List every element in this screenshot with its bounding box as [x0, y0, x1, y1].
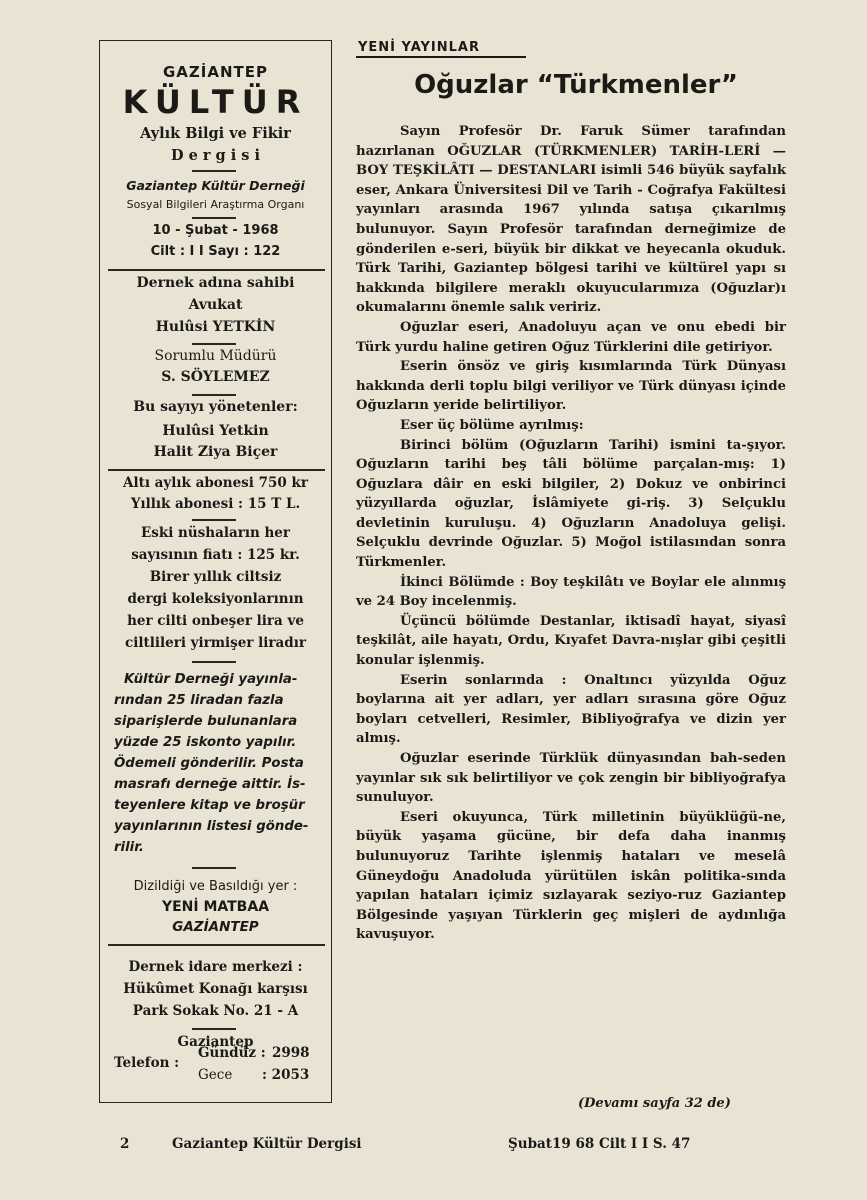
divider [192, 661, 236, 663]
article-paragraph: Birinci bölüm (Oğuzların Tarihi) ismini ta-şıyor. Oğuzların tarihi beş tâli bölüme parçalan-mış: 1) Oğuzlara dâir en eski bilgiler, 2) Dokuz ve onbirinci yüzyıllarda oğuzlar, İslâmiyete gi-riş. 3) Selçuklu devletinin kuruluşu. 4) Oğuzların Anadoluya gelişi. Selçuklu devrinde Oğuzlar. 5) Moğol istilasından sonra Türkmenler. [356, 437, 786, 571]
manager-name: Hulûsi Yetkin [162, 423, 269, 439]
masthead-subtitle: Aylık Bilgi ve Fikir [140, 125, 291, 142]
discount-line: rilir. [114, 840, 144, 855]
divider [192, 343, 236, 345]
managers-label: Bu sayıyı yönetenler: [133, 399, 298, 415]
divider [108, 469, 325, 471]
old-issues-line: Eski nüshaların her [140, 525, 290, 541]
old-issues-line: ciltlileri yirmişer liradır [125, 635, 306, 651]
address-line1: Hükûmet Konağı karşısı [123, 981, 308, 997]
manager-name: Halit Ziya Biçer [153, 444, 278, 460]
masthead-box [99, 40, 332, 1103]
printer-label: Dizildiği ve Basıldığı yer : [133, 879, 298, 894]
divider [192, 867, 236, 869]
article-body [356, 122, 786, 945]
phone-day: 2998 [272, 1045, 310, 1061]
editor-label: Sorumlu Müdürü [154, 348, 277, 364]
owner-label: Dernek adına sahibi [136, 275, 295, 291]
article-paragraph: Eserin önsöz ve giriş kısımlarında Türk Dünyası hakkında derli toplu bilgi veriliyor ve Türk dünyası içinde Oğuzların yeride belirtiliyor. [356, 359, 786, 414]
association-name: Gaziantep Kültür Derneği [126, 178, 305, 193]
discount-line: yüzde 25 iskonto yapılır. [114, 735, 297, 750]
address-label: Dernek idare merkezi : [128, 959, 303, 975]
printer-city: GAZİANTEP [172, 919, 259, 935]
divider [108, 944, 325, 946]
discount-line: siparişlerde bulunanlara [114, 714, 298, 729]
article-paragraph: Sayın Profesör Dr. Faruk Sümer tarafından hazırlanan OĞUZLAR (TÜRKMENLER) TARİH-LERİ — BOY TEŞKİLÂTI — DESTANLARI isimli 546 büyük sayfalık eser, Ankara Üniversitesi Dil ve Tarih - Coğrafya Fakültesi yayınları arasında 1967 yılında satışa çıkarılmış bulunuyor. Sayın Profesör tarafından derneğimize de gönderilen e-seri, büyük bir dikkat ve heyecanla okuduk. Türk Tarihi, Gaziantep bölgesi tarihi ve kültürel yapı sı hakkında bilgilere meraklı okuyucularımıza (Oğuzlar)ı okumalarını önemle salık veririz. [356, 124, 786, 316]
owner-title: Avukat [188, 297, 243, 313]
article-paragraph: İkinci Bölümde : Boy teşkilâtı ve Boylar ele alınmış ve 24 Boy incelenmiş. [356, 574, 786, 610]
article-headline: Oğuzlar “Türkmenler” [414, 70, 738, 100]
discount-line: Kültür Derneği yayınla- [124, 672, 298, 687]
continued-note: (Devamı sayfa 32 de) [578, 1096, 731, 1111]
subscription-six-month: Altı aylık abonesi 750 kr [123, 475, 308, 491]
printer-name: YENİ MATBAA [161, 899, 270, 915]
old-issues-line: her cilti onbeşer lira ve [127, 613, 304, 629]
discount-line: yayınlarının listesi gönde- [114, 819, 309, 834]
owner-name: Hulûsi YETKİN [155, 319, 276, 335]
article-paragraph: Eseri okuyunca, Türk milletinin büyüklüğü-ne, büyük yaşama gücüne, bir defa daha inanmış bulunuyoruz Tarihte işlenmiş hataları ve meselâ Güneydoğu Anadoluda yürütülen iskân politika-sında yapılan hataları içimiz sızlayarak seziyo-ruz Gaziantep Bölgesinde yaşıyan Türklerin geç mişleri de aydınlığa kavuşuyor. [356, 809, 786, 943]
discount-line: rından 25 liradan fazla [114, 693, 284, 708]
article-paragraph: Oğuzlar eserinde Türklük dünyasından bah-seden yayınlar sık sık belirtiliyor ve çok zengin bir bibliyoğrafya sunuluyor. [356, 751, 786, 806]
subscription-yearly: Yıllık abonesi : 15 T L. [130, 496, 301, 512]
article-paragraph: Oğuzlar eseri, Anadoluyu açan ve onu ebedi bir Türk yurdu haline getiren Oğuz Türklerini dile getiriyor. [356, 319, 786, 355]
masthead-title: KÜLTÜR [122, 83, 309, 121]
issue-date: 10 - Şubat - 1968 [152, 223, 279, 238]
phone-night-label: Gece [198, 1067, 233, 1083]
discount-line: teyenlere kitap ve broşür [114, 798, 305, 813]
divider [192, 1028, 236, 1030]
divider [192, 519, 236, 521]
discount-line: masrafı derneğe aittir. İs- [114, 777, 306, 792]
phone-night: : 2053 [262, 1067, 310, 1083]
journal-name: Gaziantep Kültür Dergisi [172, 1136, 362, 1152]
masthead-city: GAZİANTEP [162, 63, 268, 81]
discount-notice [114, 669, 319, 858]
page-number: 2 [120, 1136, 130, 1152]
section-rule [356, 56, 526, 58]
divider [192, 394, 236, 396]
old-issues-line: Birer yıllık ciltsiz [149, 569, 282, 585]
organ-name: Sosyal Bilgileri Araştırma Organı [126, 198, 305, 211]
issue-info: Şubat19 68 Cilt I I S. 47 [508, 1136, 691, 1152]
old-issues-line: sayısının fiatı : 125 kr. [131, 547, 300, 563]
article-paragraph: Eserin sonlarında : Onaltıncı yüzyılda Oğuz boylarına ait yer adları, yer adları sırasına göre Oğuz boyları cetvelleri, Resimler, Bibliyoğrafya ve dizin yer almış. [356, 672, 786, 747]
discount-line: Ödemeli gönderilir. Posta [114, 756, 304, 771]
address-line2: Park Sokak No. 21 - A [132, 1003, 299, 1019]
masthead-subtitle2: D e r g i s i [170, 147, 261, 164]
old-issues-line: dergi koleksiyonlarının [127, 591, 304, 607]
issue-volume: Cilt : I I Sayı : 122 [150, 244, 281, 259]
phone-label: Telefon : [114, 1055, 180, 1071]
divider [192, 217, 236, 219]
phone-day-label: Gündüz : [198, 1045, 266, 1061]
section-label: YENİ YAYINLAR [358, 40, 481, 55]
divider [108, 269, 325, 271]
article-paragraph: Eser üç bölüme ayrılmış: [400, 417, 584, 433]
editor-name: S. SÖYLEMEZ [161, 369, 270, 385]
address-city: Gaziantep [177, 1034, 254, 1050]
article-paragraph: Üçüncü bölümde Destanlar, iktisadî hayat, siyasî teşkilât, aile hayatı, Ordu, Kıyafet Davra-nışlar gibi çeşitli konular işlenmiş. [356, 613, 786, 669]
divider [192, 170, 236, 172]
